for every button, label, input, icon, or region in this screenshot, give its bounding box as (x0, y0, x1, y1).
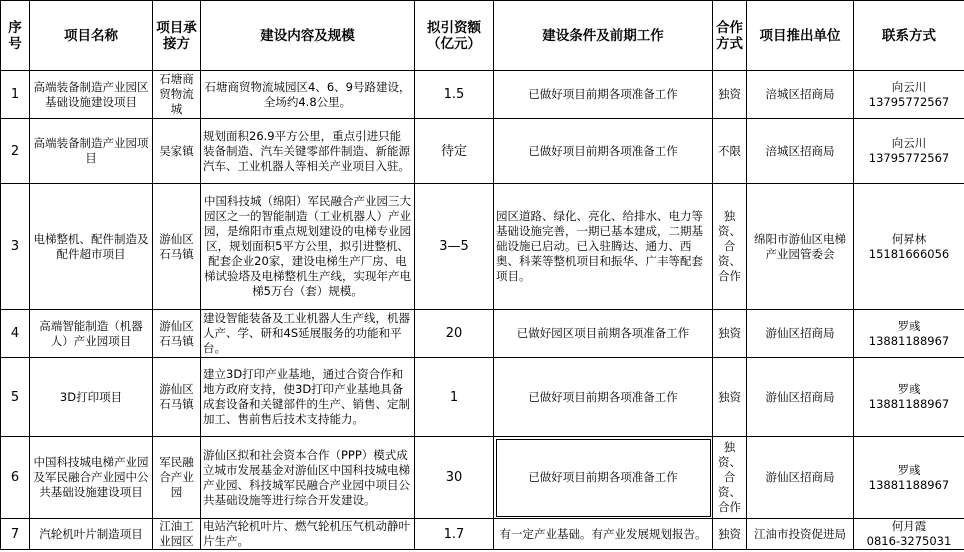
contact-name: 罗彧 (897, 318, 921, 333)
cell-investment: 3—5 (415, 184, 494, 310)
cell-project-name: 3D打印项目 (30, 358, 153, 437)
cell-cooperation: 不限 (713, 119, 747, 184)
cell-content: 建立3D打印产业基地，通过合资合作和地方政府支持，使3D打印产业基地具备成套设备和关键部件的生产、销售、定制加工、售前售后技术支持能力。 (201, 358, 415, 437)
header-contact: 联系方式 (854, 1, 964, 71)
contact-phone: 13881188967 (868, 477, 950, 492)
cell-cooperation: 独资、合资、合作 (713, 184, 747, 310)
header-investment: 拟引资额（亿元） (415, 1, 494, 71)
cell-conditions: 已做好项目前期各项准备工作 (494, 358, 713, 437)
header-promoter: 项目推出单位 (747, 1, 854, 71)
cell-project-name: 高端智能制造（机器人）产业园项目 (30, 310, 153, 358)
cell-promoter: 游仙区招商局 (747, 437, 854, 519)
contact-name: 何月霞 (891, 519, 927, 533)
cell-content: 游仙区拟和社会资本合作（PPP）模式成立城市发展基金对游仙区中国科技城电梯产业园、科技城军民融合产业园中项目公共基础设施等进行综合开发建设。 (201, 437, 415, 519)
cell-conditions: 已做好项目前期各项准备工作 (494, 71, 713, 119)
cell-contact (854, 184, 964, 310)
table-row (1, 119, 964, 184)
cell-project-name: 高端装备制造产业园项目 (30, 119, 153, 184)
table-row (1, 358, 964, 437)
cell-promoter: 江油市投资促进局 (747, 519, 854, 550)
contact-name: 罗彧 (897, 462, 921, 477)
cell-project-name: 高端装备制造产业园区基础设施建设项目 (30, 71, 153, 119)
cell-no: 2 (1, 119, 30, 184)
cell-investment: 1 (415, 358, 494, 437)
cell-undertaker: 游仙区石马镇 (153, 310, 201, 358)
header-project-name: 项目名称 (30, 1, 153, 71)
contact-name: 向云川 (891, 79, 927, 94)
cell-promoter: 游仙区招商局 (747, 358, 854, 437)
cell-conditions: 已做好项目前期各项准备工作 (494, 119, 713, 184)
cell-contact (854, 437, 964, 519)
header-conditions: 建设条件及前期工作 (494, 1, 713, 71)
cell-no: 3 (1, 184, 30, 310)
header-content: 建设内容及规模 (201, 1, 415, 71)
table-row (1, 437, 964, 519)
cell-investment: 待定 (415, 119, 494, 184)
cell-cooperation: 独资 (713, 519, 747, 550)
cell-conditions: 已做好园区项目前期各项准备工作 (494, 310, 713, 358)
cell-contact (854, 519, 964, 550)
cell-undertaker: 吴家镇 (153, 119, 201, 184)
cell-contact (854, 358, 964, 437)
contact-phone: 13881188967 (868, 397, 950, 411)
cell-contact (854, 119, 964, 184)
cell-no: 5 (1, 358, 30, 437)
table-header-row (1, 1, 964, 71)
cell-promoter: 绵阳市游仙区电梯产业园管委会 (747, 184, 854, 310)
cell-conditions: 园区道路、绿化、亮化、给排水、电力等基础设施完善，一期已基本建成，二期基础设施已启动。已入驻腾达、通力、西奥、科莱等整机项目和振华、广丰等配套项目。 (494, 184, 713, 310)
header-undertaker: 项目承接方 (153, 1, 201, 71)
cell-no: 7 (1, 519, 30, 550)
cell-cooperation: 独资 (713, 358, 747, 437)
cell-undertaker: 军民融合产业园 (153, 437, 201, 519)
cell-conditions: 有一定产业基础。有产业发展规划报告。 (494, 519, 713, 550)
table-row (1, 71, 964, 119)
contact-phone: 13881188967 (868, 333, 950, 348)
contact-name: 何昇林 (891, 231, 927, 246)
cell-project-name: 电梯整机、配件制造及配件超市项目 (30, 184, 153, 310)
table-row (1, 184, 964, 310)
cell-promoter: 涪城区招商局 (747, 119, 854, 184)
contact-name: 罗彧 (897, 382, 921, 396)
cell-promoter: 涪城区招商局 (747, 71, 854, 119)
cell-investment: 1.5 (415, 71, 494, 119)
cell-investment: 20 (415, 310, 494, 358)
cell-cooperation: 独资、合资、合作 (713, 437, 747, 519)
cell-content: 电站汽轮机叶片、燃气轮机压气机动静叶片生产。 (201, 519, 415, 550)
cell-promoter: 游仙区招商局 (747, 310, 854, 358)
cell-undertaker: 游仙区石马镇 (153, 358, 201, 437)
table-row (1, 310, 964, 358)
cell-cooperation: 独资 (713, 71, 747, 119)
cell-contact (854, 310, 964, 358)
cell-no: 4 (1, 310, 30, 358)
cell-content: 石塘商贸物流城园区4、6、9号路建设，全场约4.8公里。 (201, 71, 415, 119)
cell-cooperation: 独资 (713, 310, 747, 358)
cell-content: 中国科技城（绵阳）军民融合产业园三大园区之一的智能制造（工业机器人）产业园，是绵阳市重点规划建设的电梯专业园区，规划面积5平方公里，拟引进整机、配套企业20家，建设电梯生产厂房、电梯试验塔及电梯整机生产线，实现年产电梯5万台（套）规模。 (201, 184, 415, 310)
cell-undertaker: 石塘商贸物流城 (153, 71, 201, 119)
header-cooperation: 合作方式 (713, 1, 747, 71)
cell-no: 6 (1, 437, 30, 519)
cell-project-name: 汽轮机叶片制造项目 (30, 519, 153, 550)
cell-no: 1 (1, 71, 30, 119)
header-no: 序号 (1, 1, 30, 71)
table-row (1, 519, 964, 550)
contact-phone: 13795772567 (868, 94, 950, 109)
contact-name: 向云川 (891, 136, 927, 150)
cell-content: 建设智能装备及工业机器人生产线，机器人产、学、研和4S延展服务的功能和平台。 (201, 310, 415, 358)
cell-undertaker: 江油工业园区 (153, 519, 201, 550)
cell-contact (854, 71, 964, 119)
cell-conditions-selected[interactable]: 已做好项目前期各项准备工作 (494, 437, 713, 519)
contact-phone: 13795772567 (868, 151, 950, 165)
cell-content: 规划面积26.9平方公里，重点引进只能装备制造、汽车关键零部件制造、新能源汽车、工业机器人等相关产业项目入驻。 (201, 119, 415, 184)
cell-project-name: 中国科技城电梯产业园及军民融合产业园中公共基础设施建设项目 (30, 437, 153, 519)
contact-phone: 0816-3275031 (866, 534, 952, 548)
cell-investment: 1.7 (415, 519, 494, 550)
cell-undertaker: 游仙区石马镇 (153, 184, 201, 310)
contact-phone: 15181666056 (868, 246, 950, 261)
cell-investment: 30 (415, 437, 494, 519)
